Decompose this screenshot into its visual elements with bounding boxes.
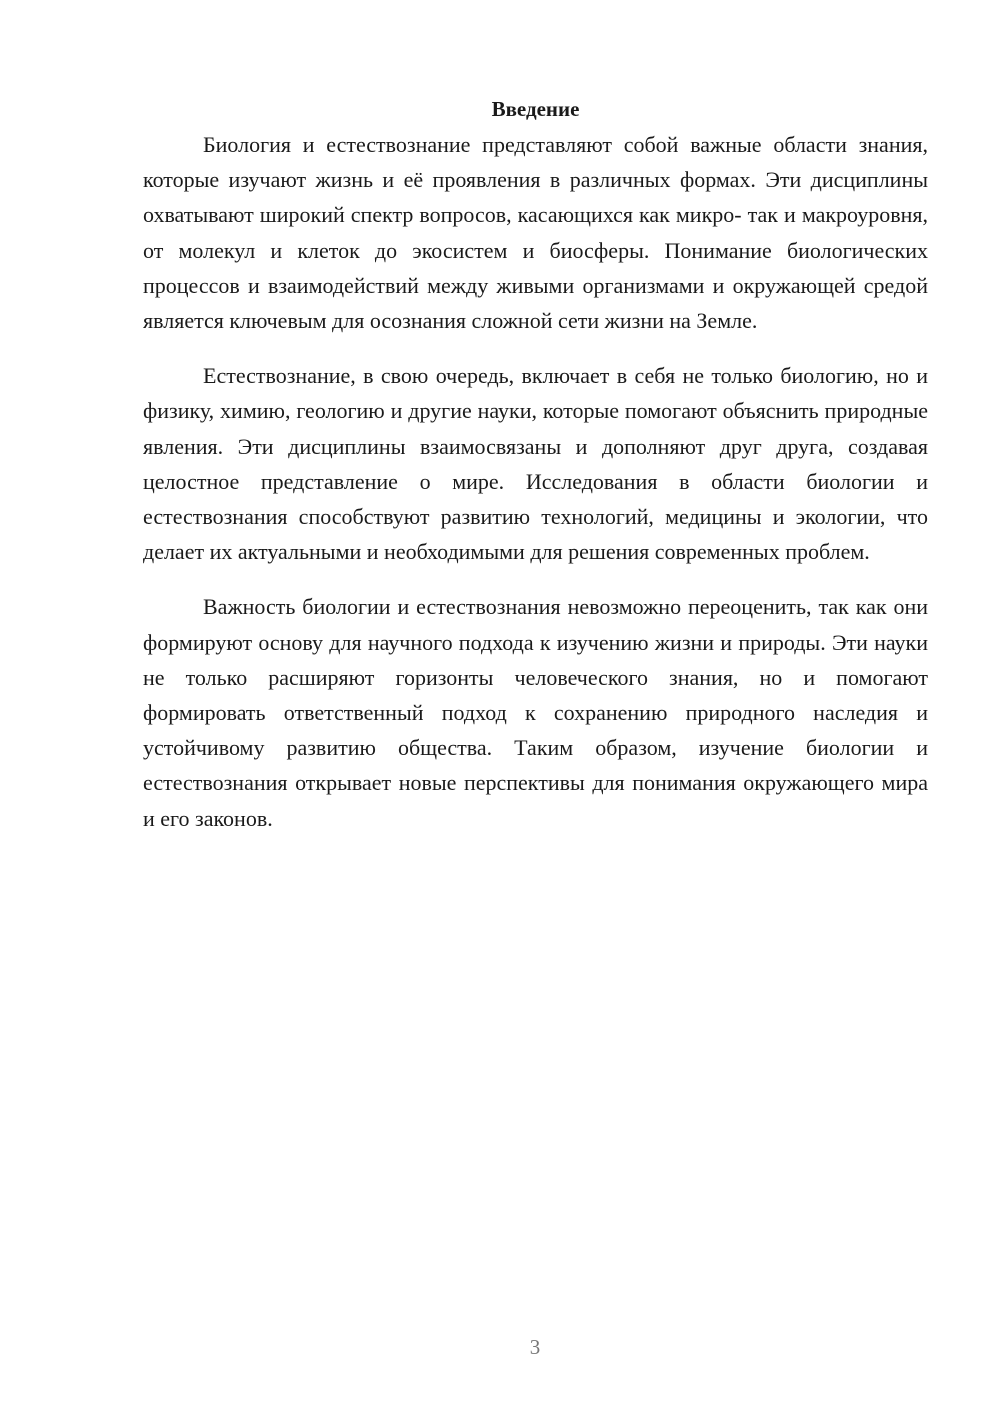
page-number: 3 [529, 1335, 541, 1359]
paragraph-1: Биология и естествознание представляют собой важные области знания, которые изучают жизнь и её проявления в различных формах. Эти дисциплины охватывают широкий спектр вопросов, касающихся как микро- так и макроуровня, от молекул и клеток до экосистем и биосферы. Понимание биологических процессов и взаимодействий между живыми организмами и окружающей средой является ключевым для осознания сложной сети жизни на Земле. [143, 132, 928, 334]
page-content [143, 92, 928, 836]
paragraph-3: Важность биологии и естествознания невозможно переоценить, так как они формируют основу для научного подхода к изучению жизни и природы. Эти науки не только расширяют горизонты человеческого знания, но и помогают формировать ответственный подход к сохранению природного наследия и устойчивому развитию общества. Таким образом, изучение биологии и естествознания открывает новые перспективы для понимания окружающего мира и его законов. [143, 594, 928, 831]
paragraph-2: Естествознание, в свою очередь, включает в себя не только биологию, но и физику, химию, геологию и другие науки, которые помогают объяснить природные явления. Эти дисциплины взаимосвязаны и дополняют друг друга, создавая целостное представление о мире. Исследования в области биологии и естествознания способствуют развитию технологий, медицины и экологии, что делает их актуальными и необходимыми для решения современных проблем. [143, 363, 928, 565]
section-heading: Введение [491, 97, 580, 121]
